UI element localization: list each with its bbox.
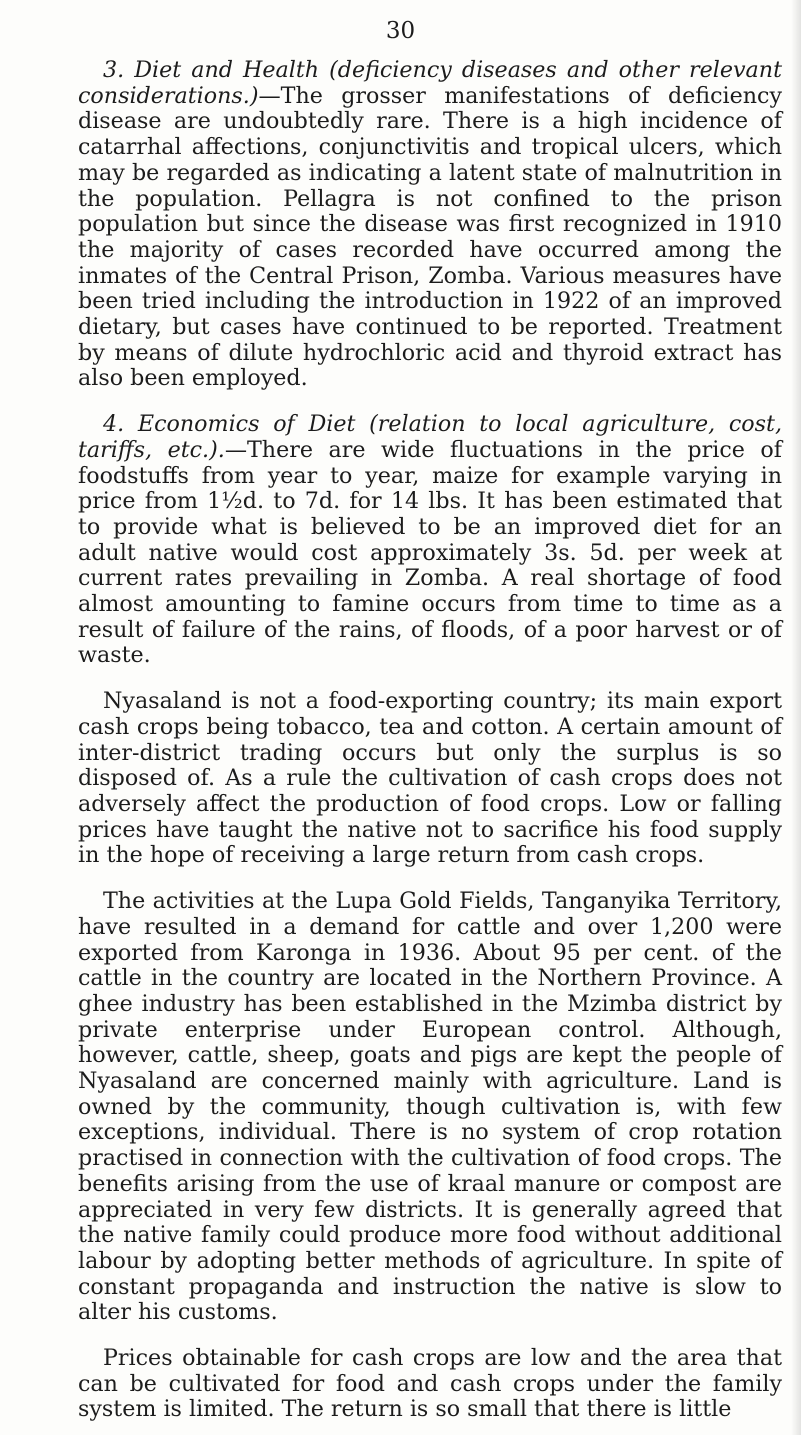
paragraph-text: Nyasaland is not a food-exporting country; its main export cash crops being tobacco, tea and cotton. A certain amount of inter-district trading occurs but only the surplus is so disposed of. As a rule the cultivation of cash crops does not adversely affect the production of food crops. Low or falling prices have taught the native not to sacrifice his food supply in the hope of receiving a large return from cash crops. [78,688,782,869]
paragraph-text: Prices obtainable for cash crops are low and the area that can be cultivated for food and cash crops under the family system is limited. The return is so small that there is little [78,1345,782,1423]
section-heading-diet-and-health: 3. Diet and Health (deficiency diseases and other relevant considerations.) [78,57,782,109]
page-number: 30 [385,18,416,44]
paragraph-text: —The grosser manifestations of deficiency disease are undoubtedly rare. There is a high incidence of catarrhal affections, conjunctivitis and tropical ulcers, which may be regarded as indicating a latent state of malnutrition in the population. Pellagra is not confined to the prison population but since the disease was first recognized in 1910 the majority of cases recorded have occurred among the inmates of the Central Prison, Zomba. Various measures have been tried including the introduction in 1922 of an improved dietary, but cases have continued to be reported. Treatment by means of dilute hydrochloric acid and thyroid extract has also been employed. [78,82,782,392]
page-edge-shadow [791,0,801,1435]
paragraph-nyasaland-exports [78,689,782,869]
paragraph-cash-crop-prices [78,1346,782,1423]
section-heading-economics-of-diet: 4. Economics of Diet (relation to local agriculture, cost, tariffs, etc.). [78,411,782,463]
paragraph-text: The activities at the Lupa Gold Fields, Tanganyika Territory, have resulted in a demand for cattle and over 1,200 were exported from Karonga in 1936. About 95 per cent. of the cattle in the country are located in the Northern Province. A ghee industry has been established in the Mzimba district by private enterprise under European control. Although, however, cattle, sheep, goats and pigs are kept the people of Nyasaland are concerned mainly with agriculture. Land is owned by the community, though cultivation is, with few exceptions, individual. There is no system of crop rotation practised in connection with the cultivation of food crops. The benefits arising from the use of kraal manure or compost are appreciated in very few districts. It is generally agreed that the native family could produce more food without additional labour by adopting better methods of agriculture. In spite of constant propaganda and instruction the native is slow to alter his customs. [78,888,782,1326]
paragraph-diet-and-health [78,58,782,392]
paragraph-lupa-gold-fields [78,889,782,1326]
body-text [78,58,782,1423]
paragraph-text: —There are wide fluctuations in the price of foodstuffs from year to year, maize for example varying in price from 1½d. to 7d. for 14 lbs. It has been estimated that to provide what is believed to be an improved diet for an adult native would cost approximately 3s. 5d. per week at current rates prevailing in Zomba. A real shortage of food almost amounting to famine occurs from time to time as a result of failure of the rains, of floods, of a poor harvest or of waste. [78,436,783,669]
paragraph-economics-of-diet [78,412,782,669]
